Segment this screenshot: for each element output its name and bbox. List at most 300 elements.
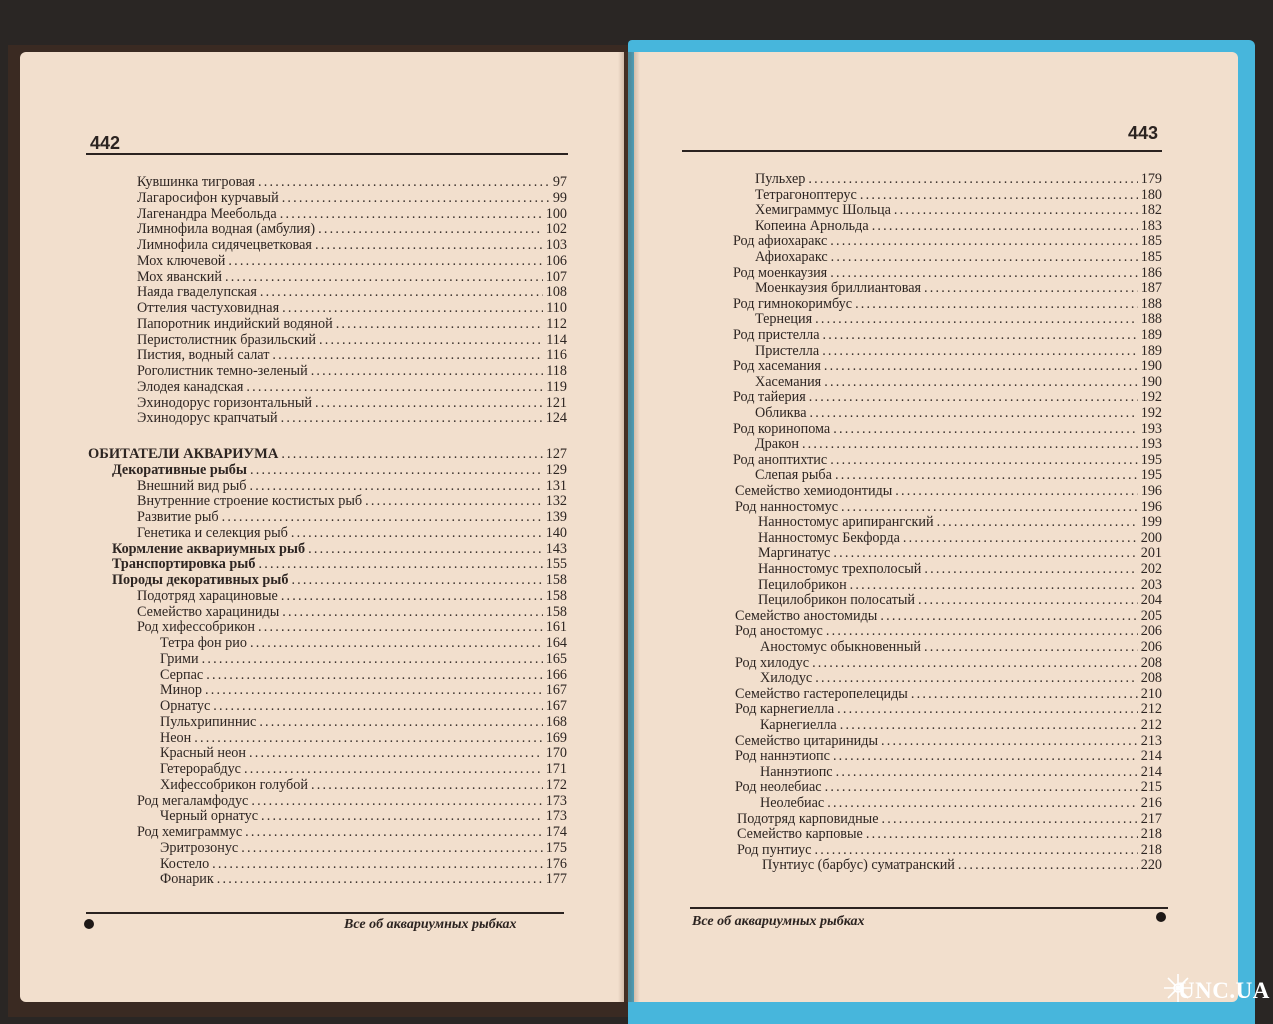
toc-leader-dots bbox=[837, 701, 1138, 717]
toc-entry bbox=[137, 793, 567, 809]
toc-entry-page: 166 bbox=[545, 666, 567, 683]
toc-leader-dots bbox=[809, 389, 1138, 405]
toc-entry bbox=[160, 635, 567, 651]
toc-leader-dots bbox=[840, 717, 1138, 733]
toc-leader-dots bbox=[282, 300, 543, 316]
toc-entry-title: Мох ключевой bbox=[137, 252, 226, 269]
toc-leader-dots bbox=[259, 714, 542, 730]
toc-entry bbox=[160, 871, 567, 887]
toc-entry-title: Костело bbox=[160, 855, 210, 872]
toc-leader-dots bbox=[882, 811, 1138, 827]
toc-entry-title: Пристелла bbox=[755, 342, 820, 359]
toc-leader-dots bbox=[824, 374, 1138, 390]
toc-entry-page: 215 bbox=[1140, 779, 1162, 796]
toc-entry bbox=[735, 701, 1162, 717]
toc-leader-dots bbox=[225, 269, 543, 285]
toc-leader-dots bbox=[880, 608, 1137, 624]
toc-entry-page: 196 bbox=[1140, 483, 1162, 499]
toc-entry-page: 189 bbox=[1140, 327, 1162, 343]
toc-entry bbox=[735, 499, 1162, 515]
toc-entry bbox=[733, 452, 1162, 468]
toc-entry-title: Неолебиас bbox=[760, 795, 825, 811]
toc-entry bbox=[137, 509, 567, 525]
toc-leader-dots bbox=[827, 795, 1137, 811]
toc-entry bbox=[112, 572, 567, 588]
toc-entry-page: 186 bbox=[1140, 264, 1162, 281]
toc-entry-page: 155 bbox=[545, 556, 567, 573]
toc-entry-title: ОБИТАТЕЛИ АКВАРИУМА bbox=[88, 446, 279, 462]
toc-entry-page: 119 bbox=[546, 378, 567, 395]
toc-leader-dots bbox=[812, 655, 1138, 671]
toc-entry-title: Фонарик bbox=[160, 871, 214, 888]
toc-entry-title: Минор bbox=[160, 682, 202, 699]
toc-entry-page: 180 bbox=[1140, 186, 1162, 203]
toc-entry-page: 169 bbox=[545, 729, 567, 746]
toc-leader-dots bbox=[833, 748, 1138, 764]
toc-entry bbox=[733, 421, 1162, 437]
toc-entry-page: 179 bbox=[1140, 171, 1162, 187]
toc-leader-dots bbox=[824, 358, 1138, 374]
toc-entry bbox=[137, 190, 567, 206]
toc-entry-title: Род наннэтиопс bbox=[735, 748, 830, 765]
toc-entry bbox=[137, 604, 567, 620]
toc-entry-page: 203 bbox=[1140, 576, 1162, 593]
toc-entry-title: Неон bbox=[160, 729, 192, 746]
toc-leader-dots bbox=[228, 253, 542, 269]
toc-leader-dots bbox=[258, 174, 550, 190]
toc-leader-dots bbox=[924, 639, 1138, 655]
toc-entry bbox=[137, 619, 567, 635]
toc-entry-page: 132 bbox=[545, 493, 567, 510]
toc-entry-page: 187 bbox=[1140, 280, 1162, 297]
toc-entry-title: Эхинодорус крапчатый bbox=[137, 410, 278, 427]
toc-entry-title: Дракон bbox=[755, 436, 799, 453]
toc-entry bbox=[112, 556, 567, 572]
toc-entry bbox=[160, 808, 567, 824]
toc-entry-page: 208 bbox=[1140, 654, 1162, 671]
toc-leader-dots bbox=[826, 623, 1138, 639]
left-header-rule bbox=[86, 153, 568, 155]
toc-entry bbox=[735, 483, 1162, 499]
toc-leader-dots bbox=[958, 857, 1138, 873]
toc-entry-page: 129 bbox=[545, 461, 567, 478]
toc-entry bbox=[735, 608, 1162, 624]
toc-entry-page: 116 bbox=[546, 347, 567, 364]
toc-entry-page: 182 bbox=[1140, 202, 1162, 219]
toc-entry-title: Кувшинка тигровая bbox=[137, 174, 255, 190]
toc-entry-title: Черный орнатус bbox=[160, 808, 258, 825]
toc-entry bbox=[137, 588, 567, 604]
toc-leader-dots bbox=[831, 249, 1138, 265]
toc-leader-dots bbox=[241, 840, 543, 856]
toc-entry-page: 118 bbox=[546, 363, 567, 379]
toc-leader-dots bbox=[924, 280, 1138, 296]
toc-leader-dots bbox=[202, 651, 543, 667]
toc-entry-page: 190 bbox=[1140, 373, 1162, 390]
toc-entry bbox=[755, 374, 1162, 390]
toc-leader-dots bbox=[281, 410, 543, 426]
toc-entry-page: 193 bbox=[1140, 420, 1162, 437]
toc-entry bbox=[733, 265, 1162, 281]
toc-entry-page: 170 bbox=[545, 745, 567, 762]
toc-leader-dots bbox=[918, 592, 1138, 608]
toc-entry bbox=[758, 592, 1162, 608]
toc-entry-title: Пунтиус (барбус) суматранский bbox=[762, 857, 955, 874]
toc-entry bbox=[735, 779, 1162, 795]
toc-leader-dots bbox=[308, 541, 543, 557]
toc-entry-page: 210 bbox=[1140, 685, 1162, 702]
toc-entry-title: Род мегаламфодус bbox=[137, 792, 249, 809]
toc-entry-page: 158 bbox=[545, 587, 567, 604]
toc-entry bbox=[733, 389, 1162, 405]
toc-entry bbox=[760, 639, 1162, 655]
toc-leader-dots bbox=[272, 347, 543, 363]
toc-entry bbox=[160, 745, 567, 761]
toc-entry bbox=[758, 514, 1162, 530]
toc-leader-dots bbox=[282, 604, 542, 620]
toc-entry-title: Семейство хемиодонтиды bbox=[735, 483, 893, 499]
toc-entry bbox=[755, 467, 1162, 483]
toc-entry-title: Лимнофила сидячецветковая bbox=[137, 237, 312, 253]
toc-leader-dots bbox=[835, 467, 1138, 483]
toc-entry-title: Семейство карповые bbox=[737, 826, 863, 843]
toc-leader-dots bbox=[205, 682, 543, 698]
toc-leader-dots bbox=[822, 343, 1138, 359]
toc-entry-title: Хилодус bbox=[760, 670, 813, 687]
toc-entry-page: 220 bbox=[1140, 857, 1162, 874]
toc-entry bbox=[137, 493, 567, 509]
toc-entry-title: Род тайерия bbox=[733, 389, 806, 406]
toc-leader-dots bbox=[258, 619, 543, 635]
right-footer-title: Все об аквариумных рыбках bbox=[692, 914, 865, 929]
toc-entry-page: 124 bbox=[545, 410, 567, 427]
toc-entry-page: 195 bbox=[1140, 467, 1162, 484]
toc-entry bbox=[137, 525, 567, 541]
toc-entry-page: 107 bbox=[545, 268, 567, 285]
toc-leader-dots bbox=[319, 332, 543, 348]
toc-entry bbox=[755, 436, 1162, 452]
toc-entry-page: 167 bbox=[545, 682, 567, 699]
toc-entry-title: Пульхрипиннис bbox=[160, 713, 257, 730]
toc-leader-dots bbox=[850, 577, 1138, 593]
toc-entry-title: Аностомус обыкновенный bbox=[760, 639, 921, 655]
toc-entry bbox=[160, 682, 567, 698]
toc-entry-title: Тернеция bbox=[755, 311, 813, 328]
toc-entry-page: 204 bbox=[1140, 592, 1162, 609]
toc-entry bbox=[755, 202, 1162, 218]
toc-entry bbox=[88, 446, 567, 462]
toc-entry-title: Кормление аквариумных рыб bbox=[112, 540, 306, 557]
toc-entry bbox=[160, 840, 567, 856]
toc-entry-page: 188 bbox=[1140, 311, 1162, 328]
toc-entry bbox=[137, 237, 567, 253]
toc-entry bbox=[137, 363, 567, 379]
toc-entry bbox=[755, 218, 1162, 234]
toc-entry bbox=[137, 478, 567, 494]
toc-leader-dots bbox=[860, 187, 1138, 203]
toc-entry-title: Род афиохаракс bbox=[733, 233, 828, 250]
toc-entry bbox=[760, 764, 1162, 780]
toc-entry-page: 97 bbox=[552, 174, 567, 190]
toc-entry bbox=[737, 842, 1162, 858]
toc-entry bbox=[137, 221, 567, 237]
toc-entry-page: 165 bbox=[545, 650, 567, 667]
toc-entry bbox=[755, 343, 1162, 359]
toc-leader-dots bbox=[246, 379, 543, 395]
toc-leader-dots bbox=[336, 316, 544, 332]
toc-entry-page: 206 bbox=[1140, 639, 1162, 655]
toc-entry-page: 216 bbox=[1140, 795, 1162, 811]
toc-entry-title: Генетика и селекция рыб bbox=[137, 524, 288, 541]
toc-entry-title: Маргинатус bbox=[758, 545, 831, 562]
toc-entry bbox=[137, 332, 567, 348]
toc-leader-dots bbox=[213, 698, 542, 714]
toc-leader-dots bbox=[833, 421, 1138, 437]
toc-leader-dots bbox=[261, 808, 543, 824]
toc-entry-title: Род хилодус bbox=[735, 654, 810, 671]
toc-entry-page: 212 bbox=[1140, 717, 1162, 733]
toc-entry-title: Гетерорабдус bbox=[160, 761, 241, 777]
toc-leader-dots bbox=[258, 556, 542, 572]
toc-entry-title: Наннэтиопс bbox=[760, 763, 833, 780]
right-footer-rule bbox=[690, 907, 1168, 909]
toc-entry-title: Род неолебиас bbox=[735, 779, 822, 796]
toc-entry bbox=[737, 826, 1162, 842]
toc-entry-page: 158 bbox=[545, 603, 567, 620]
toc-leader-dots bbox=[894, 202, 1138, 218]
toc-entry-page: 189 bbox=[1140, 342, 1162, 359]
toc-entry bbox=[137, 347, 567, 363]
toc-entry bbox=[137, 269, 567, 285]
toc-entry-title: Род моенкаузия bbox=[733, 264, 828, 281]
toc-leader-dots bbox=[895, 483, 1137, 499]
toc-entry bbox=[735, 686, 1162, 702]
toc-entry bbox=[112, 541, 567, 557]
toc-entry-title: Карнегиелла bbox=[760, 717, 837, 733]
toc-entry-title: Эритрозонус bbox=[160, 839, 239, 856]
toc-entry-title: Пецилобрикон bbox=[758, 576, 847, 593]
toc-entry-title: Род нанностомус bbox=[735, 498, 839, 515]
toc-entry bbox=[755, 187, 1162, 203]
toc-entry-page: 205 bbox=[1140, 607, 1162, 624]
toc-leader-dots bbox=[810, 405, 1138, 421]
toc-entry bbox=[758, 545, 1162, 561]
toc-leader-dots bbox=[365, 493, 543, 509]
toc-leader-dots bbox=[244, 761, 543, 777]
toc-entry-page: 99 bbox=[552, 189, 567, 206]
toc-leader-dots bbox=[836, 764, 1138, 780]
toc-entry-title: Развитие рыб bbox=[137, 509, 219, 525]
toc-leader-dots bbox=[281, 446, 542, 462]
toc-entry-title: Семейство цитариниды bbox=[735, 732, 879, 749]
toc-entry-page: 175 bbox=[545, 839, 567, 856]
toc-entry bbox=[755, 405, 1162, 421]
toc-leader-dots bbox=[808, 171, 1137, 187]
toc-entry-page: 177 bbox=[545, 871, 567, 888]
toc-leader-dots bbox=[830, 452, 1138, 468]
toc-leader-dots bbox=[250, 478, 543, 494]
toc-leader-dots bbox=[222, 509, 543, 525]
toc-leader-dots bbox=[245, 824, 543, 840]
toc-entry-title: Род аностомус bbox=[735, 623, 823, 640]
toc-leader-dots bbox=[282, 190, 550, 206]
toc-leader-dots bbox=[311, 777, 543, 793]
toc-entry-page: 100 bbox=[545, 205, 567, 222]
toc-leader-dots bbox=[291, 525, 543, 541]
toc-leader-dots bbox=[833, 545, 1137, 561]
toc-entry-title: Грими bbox=[160, 650, 199, 667]
toc-entry-page: 192 bbox=[1140, 389, 1162, 406]
toc-entry-title: Транспортировка рыб bbox=[112, 556, 256, 573]
toc-entry-title: Род карнегиелла bbox=[735, 701, 835, 718]
toc-entry-page: 172 bbox=[545, 776, 567, 793]
toc-leader-dots bbox=[814, 842, 1137, 858]
toc-entry-page: 185 bbox=[1140, 249, 1162, 265]
toc-entry-title: Обликва bbox=[755, 405, 807, 421]
toc-entry-title: Род хифессобрикон bbox=[137, 619, 255, 636]
toc-entry-title: Хифессобрикон голубой bbox=[160, 776, 308, 793]
toc-entry bbox=[137, 316, 567, 332]
toc-entry bbox=[755, 171, 1162, 187]
toc-entry bbox=[137, 174, 567, 190]
left-page-number: 442 bbox=[90, 133, 121, 153]
toc-entry-page: 199 bbox=[1140, 514, 1162, 531]
toc-entry bbox=[137, 395, 567, 411]
toc-entry bbox=[758, 530, 1162, 546]
toc-entry-title: Нанностомус Бекфорда bbox=[758, 529, 900, 546]
toc-leader-dots bbox=[315, 395, 543, 411]
toc-entry bbox=[758, 577, 1162, 593]
toc-leader-dots bbox=[217, 871, 543, 887]
toc-entry-page: 213 bbox=[1140, 732, 1162, 749]
toc-entry-title: Семейство аностомиды bbox=[735, 607, 878, 624]
toc-entry-page: 214 bbox=[1140, 748, 1162, 765]
toc-entry bbox=[137, 284, 567, 300]
toc-entry-title: Хасемания bbox=[755, 373, 822, 390]
toc-entry-title: Внутренние строение костистых рыб bbox=[137, 493, 363, 510]
toc-entry-title: Хемиграммус Шольца bbox=[755, 202, 891, 219]
toc-leader-dots bbox=[260, 284, 543, 300]
left-footer-rule bbox=[86, 912, 564, 914]
toc-leader-dots bbox=[872, 218, 1138, 234]
toc-entry-page: 214 bbox=[1140, 763, 1162, 780]
toc-entry bbox=[733, 296, 1162, 312]
toc-leader-dots bbox=[802, 436, 1138, 452]
right-page-number: 443 bbox=[1128, 123, 1159, 143]
toc-entry-page: 131 bbox=[545, 477, 567, 494]
toc-entry-page: 106 bbox=[545, 252, 567, 269]
toc-entry-page: 103 bbox=[545, 237, 567, 253]
toc-entry-title: Моенкаузия бриллиантовая bbox=[755, 280, 922, 297]
toc-leader-dots bbox=[815, 670, 1138, 686]
toc-entry-page: 112 bbox=[546, 315, 567, 332]
toc-entry-title: Подотряд карповидные bbox=[737, 810, 879, 827]
toc-entry bbox=[760, 670, 1162, 686]
toc-entry bbox=[160, 667, 567, 683]
toc-leader-dots bbox=[866, 826, 1138, 842]
toc-leader-dots bbox=[825, 779, 1138, 795]
toc-entry-page: 193 bbox=[1140, 436, 1162, 453]
toc-entry-page: 108 bbox=[545, 284, 567, 301]
toc-entry-page: 218 bbox=[1140, 841, 1162, 858]
toc-entry-title: Мох яванский bbox=[137, 268, 222, 285]
toc-entry-page: 110 bbox=[546, 300, 567, 316]
toc-leader-dots bbox=[280, 206, 543, 222]
toc-entry-page: 114 bbox=[546, 331, 567, 348]
toc-entry-title: Наяда гваделупская bbox=[137, 284, 257, 301]
toc-entry-title: Породы декоративных рыб bbox=[112, 572, 289, 588]
toc-entry-title: Род пунтиус bbox=[737, 841, 812, 858]
toc-entry bbox=[755, 311, 1162, 327]
toc-entry-page: 201 bbox=[1140, 545, 1162, 562]
toc-entry bbox=[160, 698, 567, 714]
toc-entry bbox=[137, 824, 567, 840]
toc-entry-title: Семейство гастеропелециды bbox=[735, 685, 908, 702]
toc-leader-dots bbox=[830, 265, 1138, 281]
toc-leader-dots bbox=[281, 588, 543, 604]
toc-entry-title: Тетра фон рио bbox=[160, 635, 247, 651]
toc-entry-title: Внешний вид рыб bbox=[137, 477, 247, 494]
toc-entry-page: 192 bbox=[1140, 405, 1162, 421]
toc-entry-page: 208 bbox=[1140, 670, 1162, 687]
toc-entry bbox=[735, 623, 1162, 639]
toc-leader-dots bbox=[291, 572, 542, 588]
toc-entry-page: 127 bbox=[545, 446, 567, 462]
toc-entry-title: Семейство харациниды bbox=[137, 603, 280, 620]
toc-entry-page: 212 bbox=[1140, 701, 1162, 718]
left-footer-title: Все об аквариумных рыбках bbox=[344, 917, 517, 932]
toc-entry-page: 218 bbox=[1140, 826, 1162, 843]
toc-entry-page: 143 bbox=[545, 540, 567, 557]
toc-entry bbox=[733, 327, 1162, 343]
toc-entry-title: Афиохаракс bbox=[755, 249, 828, 265]
toc-entry bbox=[160, 651, 567, 667]
toc-leader-dots bbox=[830, 233, 1137, 249]
toc-entry bbox=[160, 761, 567, 777]
toc-entry-page: 196 bbox=[1140, 498, 1162, 515]
toc-entry-page: 168 bbox=[545, 713, 567, 730]
toc-entry-page: 174 bbox=[545, 824, 567, 840]
toc-entry-title: Эхинодорус горизонтальный bbox=[137, 394, 313, 411]
left-footer-bullet bbox=[84, 919, 94, 929]
toc-entry bbox=[137, 410, 567, 426]
toc-leader-dots bbox=[250, 635, 543, 651]
toc-leader-dots bbox=[212, 856, 543, 872]
toc-leader-dots bbox=[206, 667, 543, 683]
toc-entry-page: 173 bbox=[545, 792, 567, 809]
toc-leader-dots bbox=[250, 462, 543, 478]
toc-leader-dots bbox=[194, 730, 542, 746]
toc-leader-dots bbox=[249, 745, 543, 761]
toc-leader-dots bbox=[841, 499, 1138, 515]
toc-entry bbox=[137, 253, 567, 269]
toc-leader-dots bbox=[903, 530, 1138, 546]
toc-entry-title: Род хасемания bbox=[733, 358, 821, 375]
toc-entry bbox=[733, 358, 1162, 374]
toc-entry-title: Перистолистник бразильский bbox=[137, 331, 316, 348]
toc-entry-title: Папоротник индийский водяной bbox=[137, 315, 333, 332]
toc-entry-title: Роголистник темно-зеленый bbox=[137, 363, 308, 379]
toc-leader-dots bbox=[911, 686, 1138, 702]
toc-entry bbox=[737, 811, 1162, 827]
toc-entry bbox=[760, 795, 1162, 811]
toc-entry-page: 139 bbox=[545, 509, 567, 525]
toc-entry-title: Род коринопома bbox=[733, 420, 831, 437]
toc-entry-page: 185 bbox=[1140, 233, 1162, 250]
toc-entry-page: 102 bbox=[545, 221, 567, 238]
toc-entry-page: 206 bbox=[1140, 623, 1162, 640]
toc-entry bbox=[733, 233, 1162, 249]
